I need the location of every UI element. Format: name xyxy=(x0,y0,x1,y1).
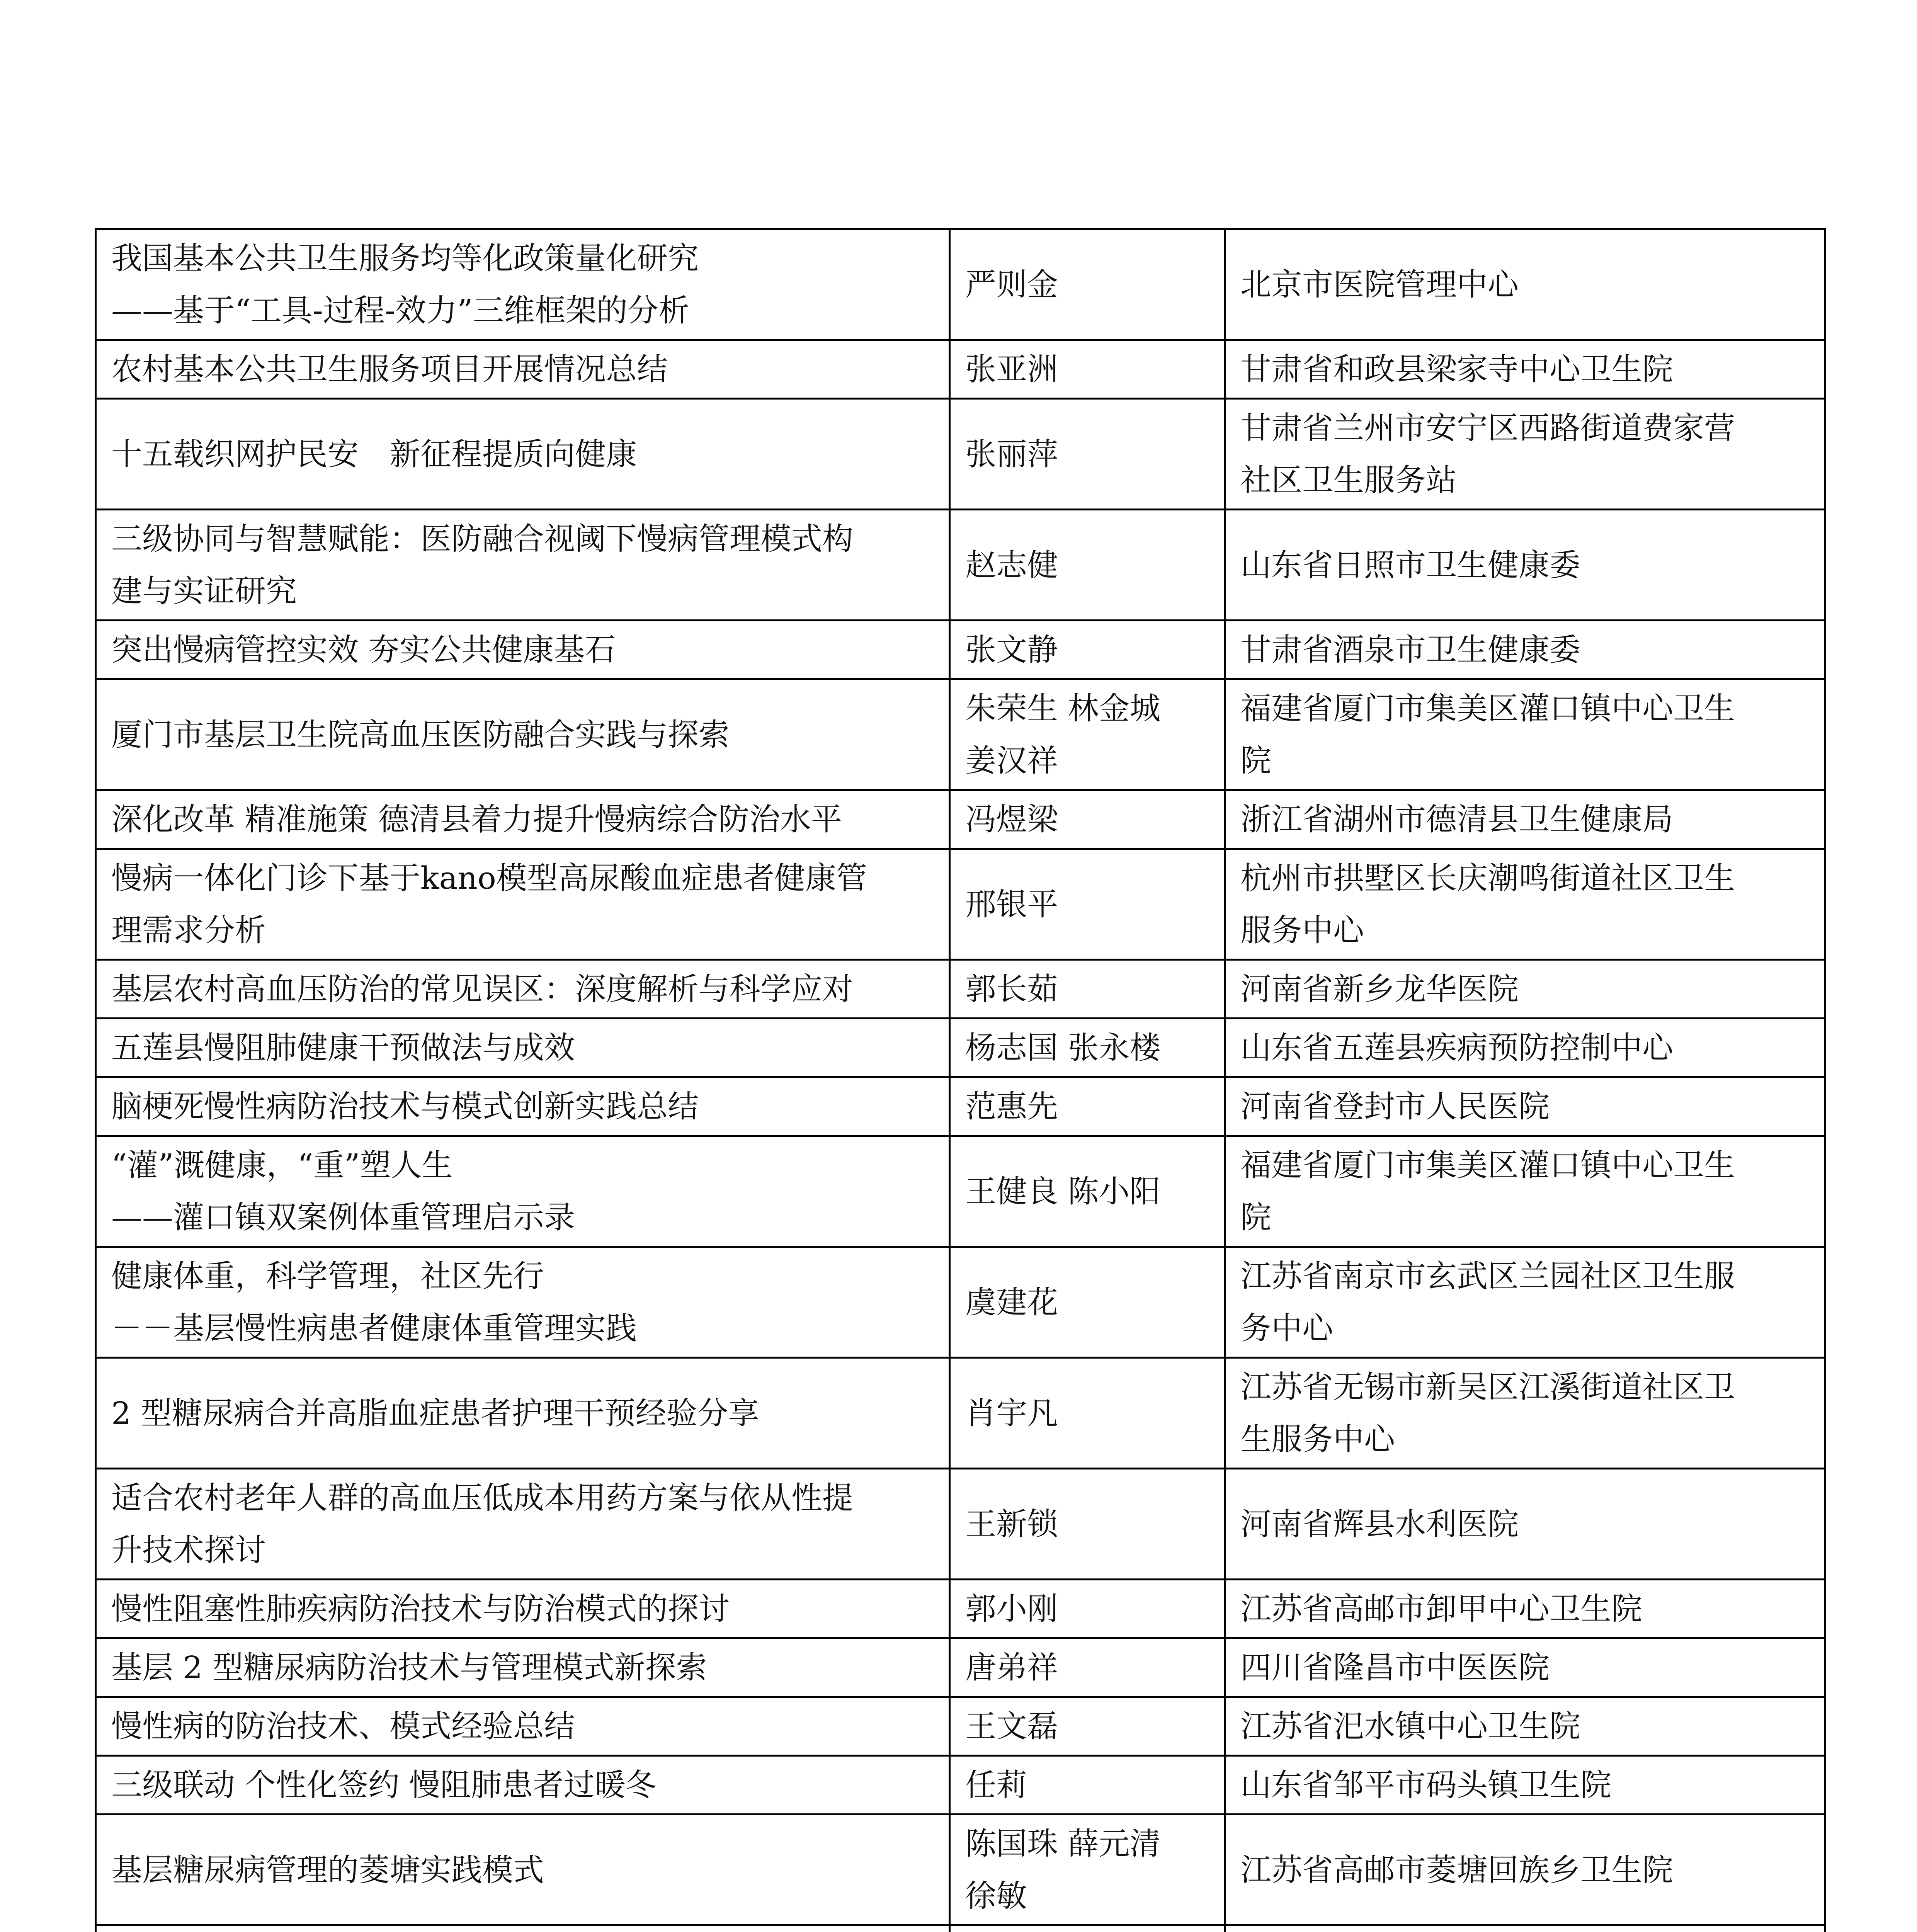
author-line: 严则金 xyxy=(965,266,1058,303)
author-line: 肖宇凡 xyxy=(965,1395,1058,1431)
author-cell xyxy=(950,1925,1225,1932)
author-line: 范惠先 xyxy=(965,1088,1058,1124)
award-list-table xyxy=(95,228,1826,1932)
table-row xyxy=(96,790,1825,849)
organization-line: 务中心 xyxy=(1240,1310,1333,1346)
author-cell xyxy=(950,1697,1225,1756)
paper-title-line: 深化改革 精准施策 德清县着力提升慢病综合防治水平 xyxy=(111,801,842,837)
author-cell xyxy=(950,1358,1225,1469)
author-line: 张文静 xyxy=(965,632,1058,668)
paper-title-line: 基层糖尿病管理的菱塘实践模式 xyxy=(111,1852,544,1888)
organization-cell xyxy=(1225,849,1825,960)
author-cell xyxy=(950,1077,1225,1136)
author-line: 郭长茹 xyxy=(965,971,1058,1007)
paper-title-cell xyxy=(96,1358,950,1469)
paper-title-line: 建与实证研究 xyxy=(111,573,297,609)
paper-title-line: 基层 2 型糖尿病防治技术与管理模式新探索 xyxy=(111,1650,707,1685)
paper-title-line: 慢性阻塞性肺疾病防治技术与防治模式的探讨 xyxy=(111,1591,730,1627)
paper-title-line: 厦门市基层卫生院高血压医防融合实践与探索 xyxy=(111,716,730,753)
paper-title-line: ——基于“工具-过程-效力”三维框架的分析 xyxy=(111,293,689,328)
paper-title-line: 慢病一体化门诊下基于kano模型高尿酸血症患者健康管 xyxy=(111,860,867,896)
paper-title-line: 三级协同与智慧赋能：医防融合视阈下慢病管理模式构 xyxy=(111,521,853,557)
paper-title-line: －－基层慢性病患者健康体重管理实践 xyxy=(111,1310,637,1346)
organization-cell xyxy=(1225,1358,1825,1469)
author-line: 姜汉祥 xyxy=(965,743,1058,779)
table-row xyxy=(96,1019,1825,1077)
organization-cell xyxy=(1225,1077,1825,1136)
organization-cell xyxy=(1225,1756,1825,1815)
organization-line: 河南省辉县水利医院 xyxy=(1240,1506,1519,1542)
paper-title-cell xyxy=(96,1580,950,1638)
paper-title-line: 升技术探讨 xyxy=(111,1532,266,1568)
author-line: 虞建花 xyxy=(965,1284,1058,1320)
table-row xyxy=(96,621,1825,679)
paper-title-cell xyxy=(96,1136,950,1247)
paper-title-cell xyxy=(96,1815,950,1925)
organization-line: 河南省登封市人民医院 xyxy=(1240,1088,1550,1124)
organization-line: 甘肃省兰州市安宁区西路街道费家营 xyxy=(1240,410,1735,446)
paper-title-line: 健康体重，科学管理，社区先行 xyxy=(111,1258,544,1294)
paper-title-cell xyxy=(96,229,950,340)
paper-title-line: 慢性病的防治技术、模式经验总结 xyxy=(111,1708,575,1744)
author-cell xyxy=(950,1247,1225,1358)
organization-cell xyxy=(1225,790,1825,849)
organization-line: 河南省新乡龙华医院 xyxy=(1240,971,1519,1007)
author-line: 张丽萍 xyxy=(965,436,1058,472)
organization-line: 山东省日照市卫生健康委 xyxy=(1240,547,1580,583)
author-cell xyxy=(950,399,1225,510)
organization-cell xyxy=(1225,340,1825,399)
table-row xyxy=(96,849,1825,960)
author-cell xyxy=(950,960,1225,1019)
table-row xyxy=(96,1247,1825,1358)
author-cell xyxy=(950,1469,1225,1580)
organization-cell xyxy=(1225,1697,1825,1756)
author-cell xyxy=(950,1638,1225,1697)
paper-title-cell xyxy=(96,340,950,399)
organization-cell xyxy=(1225,621,1825,679)
organization-cell xyxy=(1225,960,1825,1019)
paper-title-line: “灌”溉健康，“重”塑人生 xyxy=(111,1147,453,1183)
organization-cell xyxy=(1225,1638,1825,1697)
author-cell xyxy=(950,679,1225,790)
paper-title-line: 2 型糖尿病合并高脂血症患者护理干预经验分享 xyxy=(111,1395,759,1431)
paper-title-cell xyxy=(96,1756,950,1815)
organization-line: 福建省厦门市集美区灌口镇中心卫生 xyxy=(1240,1147,1735,1183)
paper-title-cell xyxy=(96,849,950,960)
author-cell xyxy=(950,510,1225,621)
author-cell xyxy=(950,1019,1225,1077)
author-cell xyxy=(950,1580,1225,1638)
author-line: 杨志国 张永楼 xyxy=(965,1030,1161,1066)
table-row xyxy=(96,1077,1825,1136)
table-row xyxy=(96,1756,1825,1815)
table-row xyxy=(96,510,1825,621)
paper-title-cell xyxy=(96,621,950,679)
paper-title-line: 农村基本公共卫生服务项目开展情况总结 xyxy=(111,351,668,387)
table-row xyxy=(96,1469,1825,1580)
author-cell xyxy=(950,340,1225,399)
organization-line: 杭州市拱墅区长庆潮鸣街道社区卫生 xyxy=(1240,860,1735,896)
organization-line: 院 xyxy=(1240,1199,1271,1235)
table-body xyxy=(96,229,1825,1932)
paper-title-cell xyxy=(96,1638,950,1697)
table-row xyxy=(96,1358,1825,1469)
author-line: 冯煜梁 xyxy=(965,801,1058,837)
table-row xyxy=(96,1815,1825,1925)
organization-cell xyxy=(1225,399,1825,510)
table-row xyxy=(96,679,1825,790)
organization-line: 江苏省汜水镇中心卫生院 xyxy=(1240,1708,1580,1744)
organization-cell xyxy=(1225,510,1825,621)
author-cell xyxy=(950,849,1225,960)
organization-cell xyxy=(1225,1469,1825,1580)
paper-title-cell xyxy=(96,1697,950,1756)
organization-line: 江苏省南京市玄武区兰园社区卫生服 xyxy=(1240,1258,1735,1294)
table-row xyxy=(96,399,1825,510)
organization-cell xyxy=(1225,229,1825,340)
table-row xyxy=(96,960,1825,1019)
organization-line: 山东省邹平市码头镇卫生院 xyxy=(1240,1767,1611,1803)
paper-title-line: 适合农村老年人群的高血压低成本用药方案与依从性提 xyxy=(111,1480,853,1516)
organization-cell xyxy=(1225,1247,1825,1358)
author-line: 王健良 陈小阳 xyxy=(965,1173,1161,1209)
organization-line: 江苏省高邮市菱塘回族乡卫生院 xyxy=(1240,1852,1673,1888)
organization-line: 服务中心 xyxy=(1240,912,1364,948)
author-line: 徐敏 xyxy=(965,1878,1027,1914)
author-line: 邢银平 xyxy=(965,886,1058,922)
organization-line: 社区卫生服务站 xyxy=(1240,462,1457,498)
organization-cell xyxy=(1225,1019,1825,1077)
author-line: 张亚洲 xyxy=(965,351,1058,387)
paper-title-cell xyxy=(96,679,950,790)
paper-title-cell xyxy=(96,1077,950,1136)
organization-line xyxy=(1240,1929,1809,1932)
author-cell xyxy=(950,1815,1225,1925)
organization-line: 甘肃省酒泉市卫生健康委 xyxy=(1240,632,1580,668)
organization-cell xyxy=(1225,1136,1825,1247)
paper-title-cell xyxy=(96,510,950,621)
organization-line: 江苏省无锡市新吴区江溪街道社区卫 xyxy=(1240,1369,1735,1405)
organization-line: 江苏省高邮市卸甲中心卫生院 xyxy=(1240,1591,1642,1627)
author-cell xyxy=(950,1756,1225,1815)
paper-title-line xyxy=(111,1929,934,1932)
paper-title-line: 基层农村高血压防治的常见误区：深度解析与科学应对 xyxy=(111,971,853,1007)
paper-title-cell xyxy=(96,790,950,849)
author-line: 王新锁 xyxy=(965,1506,1058,1542)
paper-title-line: 三级联动 个性化签约 慢阻肺患者过暖冬 xyxy=(111,1767,657,1803)
author-cell xyxy=(950,1136,1225,1247)
paper-title-cell xyxy=(96,960,950,1019)
table-row xyxy=(96,1697,1825,1756)
organization-cell xyxy=(1225,679,1825,790)
organization-line: 浙江省湖州市德清县卫生健康局 xyxy=(1240,801,1673,837)
organization-cell xyxy=(1225,1815,1825,1925)
author-line: 朱荣生 林金城 xyxy=(965,690,1161,726)
paper-title-line: 突出慢病管控实效 夯实公共健康基石 xyxy=(111,632,616,668)
author-cell xyxy=(950,621,1225,679)
table-row xyxy=(96,1136,1825,1247)
paper-title-cell xyxy=(96,1469,950,1580)
organization-line: 山东省五莲县疾病预防控制中心 xyxy=(1240,1030,1673,1066)
paper-title-line: 十五载织网护民安 新征程提质向健康 xyxy=(111,436,637,472)
paper-title-line: ——灌口镇双案例体重管理启示录 xyxy=(111,1199,575,1235)
author-line: 任莉 xyxy=(965,1767,1027,1803)
paper-title-cell xyxy=(96,1925,950,1932)
paper-title-cell xyxy=(96,1247,950,1358)
table-row xyxy=(96,340,1825,399)
organization-line: 北京市医院管理中心 xyxy=(1240,266,1519,303)
table-row xyxy=(96,1925,1825,1932)
organization-cell xyxy=(1225,1925,1825,1932)
organization-line: 四川省隆昌市中医医院 xyxy=(1240,1650,1550,1685)
paper-title-line: 我国基本公共卫生服务均等化政策量化研究 xyxy=(111,240,699,276)
paper-title-cell xyxy=(96,399,950,510)
organization-line: 院 xyxy=(1240,743,1271,779)
paper-title-line: 脑梗死慢性病防治技术与模式创新实践总结 xyxy=(111,1088,699,1124)
table-row xyxy=(96,229,1825,340)
organization-line: 生服务中心 xyxy=(1240,1421,1395,1457)
table-row xyxy=(96,1580,1825,1638)
author-cell xyxy=(950,790,1225,849)
paper-title-line: 五莲县慢阻肺健康干预做法与成效 xyxy=(111,1030,575,1066)
table-row xyxy=(96,1638,1825,1697)
paper-title-line: 理需求分析 xyxy=(111,912,266,948)
author-line: 赵志健 xyxy=(965,547,1058,583)
author-line: 郭小刚 xyxy=(965,1591,1058,1627)
organization-line: 福建省厦门市集美区灌口镇中心卫生 xyxy=(1240,690,1735,726)
author-line: 陈国珠 薛元清 xyxy=(965,1826,1161,1862)
organization-line: 甘肃省和政县梁家寺中心卫生院 xyxy=(1240,351,1673,387)
organization-cell xyxy=(1225,1580,1825,1638)
author-line: 王文磊 xyxy=(965,1708,1058,1744)
paper-title-cell xyxy=(96,1019,950,1077)
author-line: 唐弟祥 xyxy=(965,1650,1058,1685)
author-cell xyxy=(950,229,1225,340)
